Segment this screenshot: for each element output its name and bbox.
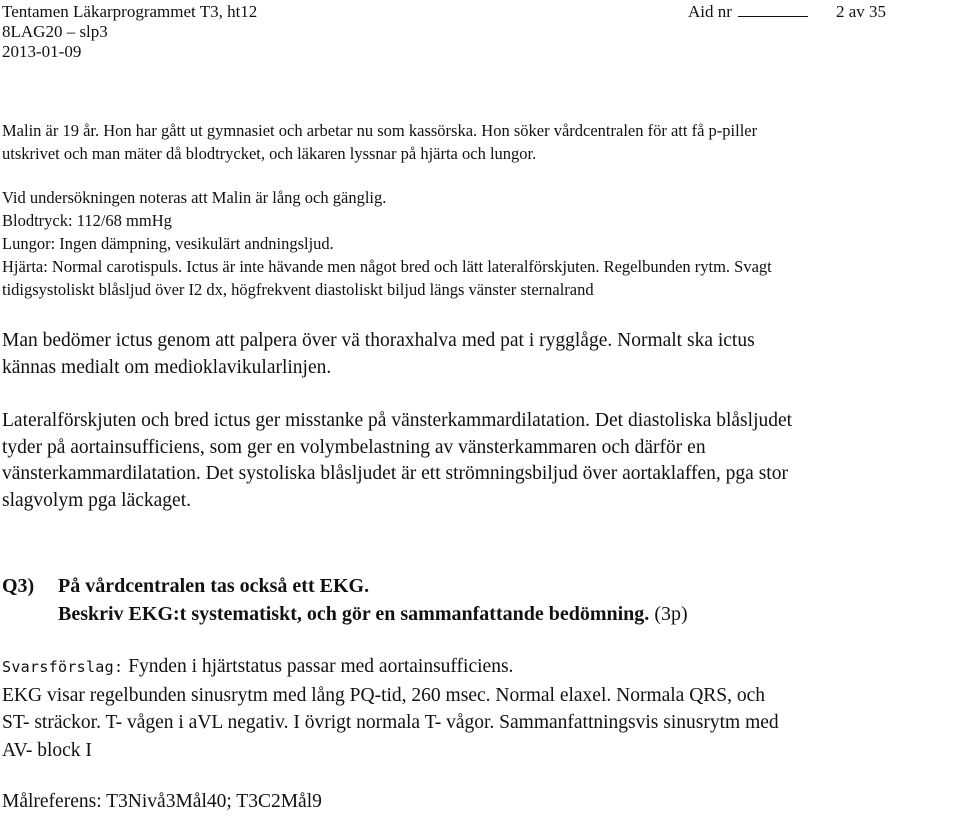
page-number: 2 av 35 — [836, 2, 887, 21]
case-intro-line: Malin är 19 år. Hon har gått ut gymnasiet och arbetar nu som kassörska. Hon söker vårdcentralen för att få p-piller — [2, 121, 758, 140]
question-block — [2, 572, 688, 628]
exam-title: Tentamen Läkarprogrammet T3, ht12 — [2, 2, 258, 21]
course-code: 8LAG20 – slp3 — [2, 22, 108, 41]
question-number: Q3) — [2, 575, 35, 597]
explanation-line: Lateralförskjuten och bred ictus ger misstanke på vänsterkammardilatation. Det diastoliska blåsljudet — [2, 410, 793, 431]
aid-blank-line — [738, 2, 808, 17]
answer-label: Svarsförslag: — [2, 658, 124, 676]
exam-date: 2013-01-09 — [2, 42, 82, 61]
aid-label: Aid nr — [688, 2, 732, 21]
finding-blood-pressure: Blodtryck: 112/68 mmHg — [2, 211, 172, 230]
finding-heart: Hjärta: Normal carotispuls. Ictus är inte hävande men något bred och lätt lateralförskjuten. Regelbunden rytm. Svagt — [2, 257, 772, 276]
question-line-1: På vårdcentralen tas också ett EKG. — [58, 575, 370, 597]
explanation-line: kännas medialt om medioklavikularlinjen. — [2, 356, 332, 378]
case-intro-line: utskrivet och man mäter då blodtrycket, och läkaren lyssnar på hjärta och lungor. — [2, 144, 537, 163]
question-line-2: Beskriv EKG:t systematiskt, och gör en sammanfattande bedömning. — [58, 603, 650, 625]
ictus-explanation — [2, 328, 952, 381]
finding-lungs: Lungor: Ingen dämpning, vesikulärt andningsljud. — [2, 234, 334, 253]
finding-heart-cont: tidigsystoliskt blåsljud över I2 dx, högfrekvent diastoliskt biljud längs vänster sternalrand — [2, 280, 594, 299]
murmur-explanation — [2, 408, 952, 514]
case-intro — [2, 119, 952, 165]
page-header — [2, 2, 958, 62]
goal-reference: Målreferens: T3Nivå3Mål40; T3C2Mål9 — [2, 791, 322, 812]
answer-line: AV- block I — [2, 739, 92, 761]
header-line-1 — [2, 2, 958, 22]
aid-number-field — [688, 2, 808, 22]
case-findings — [2, 186, 952, 301]
finding-general: Vid undersökningen noteras att Malin är lång och gänglig. — [2, 188, 387, 207]
answer-line: EKG visar regelbunden sinusrytm med lång PQ-tid, 260 msec. Normal elaxel. Normala QRS, och — [2, 684, 766, 706]
explanation-line: slagvolym pga läckaget. — [2, 489, 191, 511]
answer-line: ST- sträckor. T- vågen i aVL negativ. I övrigt normala T- vågor. Sammanfattningsvis sinusrytm med — [2, 712, 779, 733]
explanation-line: vänsterkammardilatation. Det systoliska blåsljudet är ett strömningsbiljud över aortaklaffen, pga stor — [2, 463, 788, 484]
explanation-line: Man bedömer ictus genom att palpera över vä thoraxhalva med pat i rygglåge. Normalt ska ictus — [2, 330, 755, 351]
answer-block — [2, 653, 779, 764]
question-points: (3p) — [654, 603, 688, 625]
explanation-line: tyder på aortainsufficiens, som ger en volymbelastning av vänsterkammaren och därför en — [2, 436, 706, 458]
answer-first-line: Fynden i hjärtstatus passar med aortainsufficiens. — [123, 656, 514, 677]
